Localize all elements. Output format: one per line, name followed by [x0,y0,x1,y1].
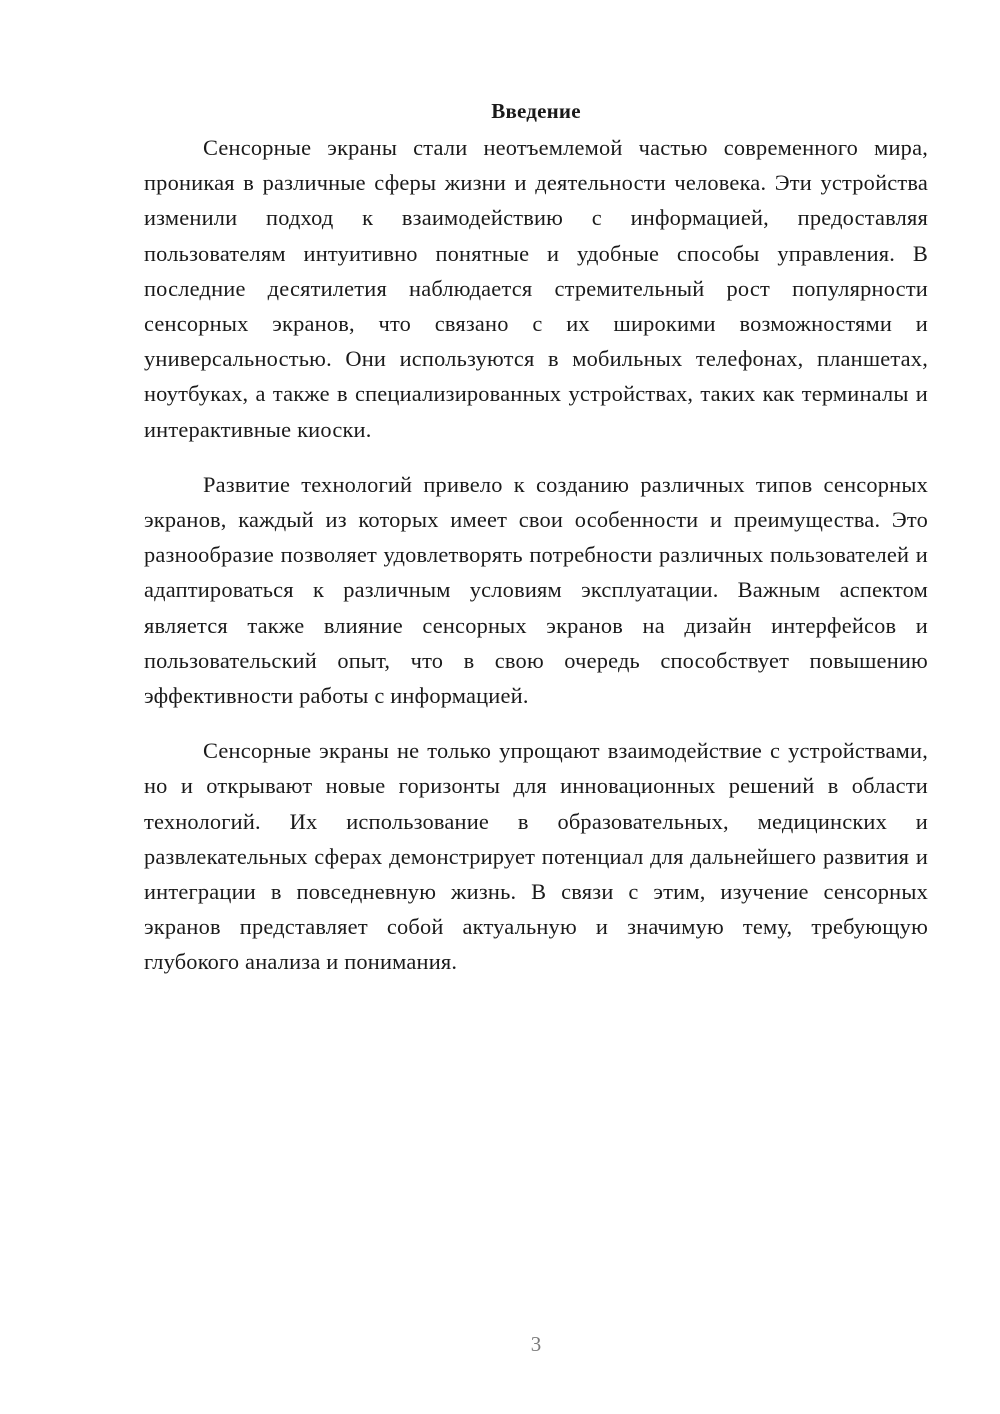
page-number: 3 [530,1332,542,1356]
paragraph-3: Сенсорные экраны не только упрощают взаимодействие с устройствами, но и открывают новые горизонты для инновационных решений в области технологий. Их использование в образовательных, медицинских и развлекательных сферах демонстрирует потенциал для дальнейшего развития и интеграции в повседневную жизнь. В связи с этим, изучение сенсорных экранов представляет собой актуальную и значимую тему, требующую глубокого анализа и понимания. [144,738,928,975]
page-content [144,92,928,1000]
paragraph-2: Развитие технологий привело к созданию различных типов сенсорных экранов, каждый из которых имеет свои особенности и преимущества. Это разнообразие позволяет удовлетворять потребности различных пользователей и адаптироваться к различным условиям эксплуатации. Важным аспектом является также влияние сенсорных экранов на дизайн интерфейсов и пользовательский опыт, что в свою очередь способствует повышению эффективности работы с информацией. [144,471,928,709]
paragraph-1: Сенсорные экраны стали неотъемлемой частью современного мира, проникая в различные сферы жизни и деятельности человека. Эти устройства изменили подход к взаимодействию с информацией, предоставляя пользователям интуитивно понятные и удобные способы управления. В последние десятилетия наблюдается стремительный рост популярности сенсорных экранов, что связано с их широкими возможностями и универсальностью. Они используются в мобильных телефонах, планшетах, ноутбуках, а также в специализированных устройствах, таких как терминалы и интерактивные киоски. [144,135,928,442]
section-title: Введение [491,99,581,123]
